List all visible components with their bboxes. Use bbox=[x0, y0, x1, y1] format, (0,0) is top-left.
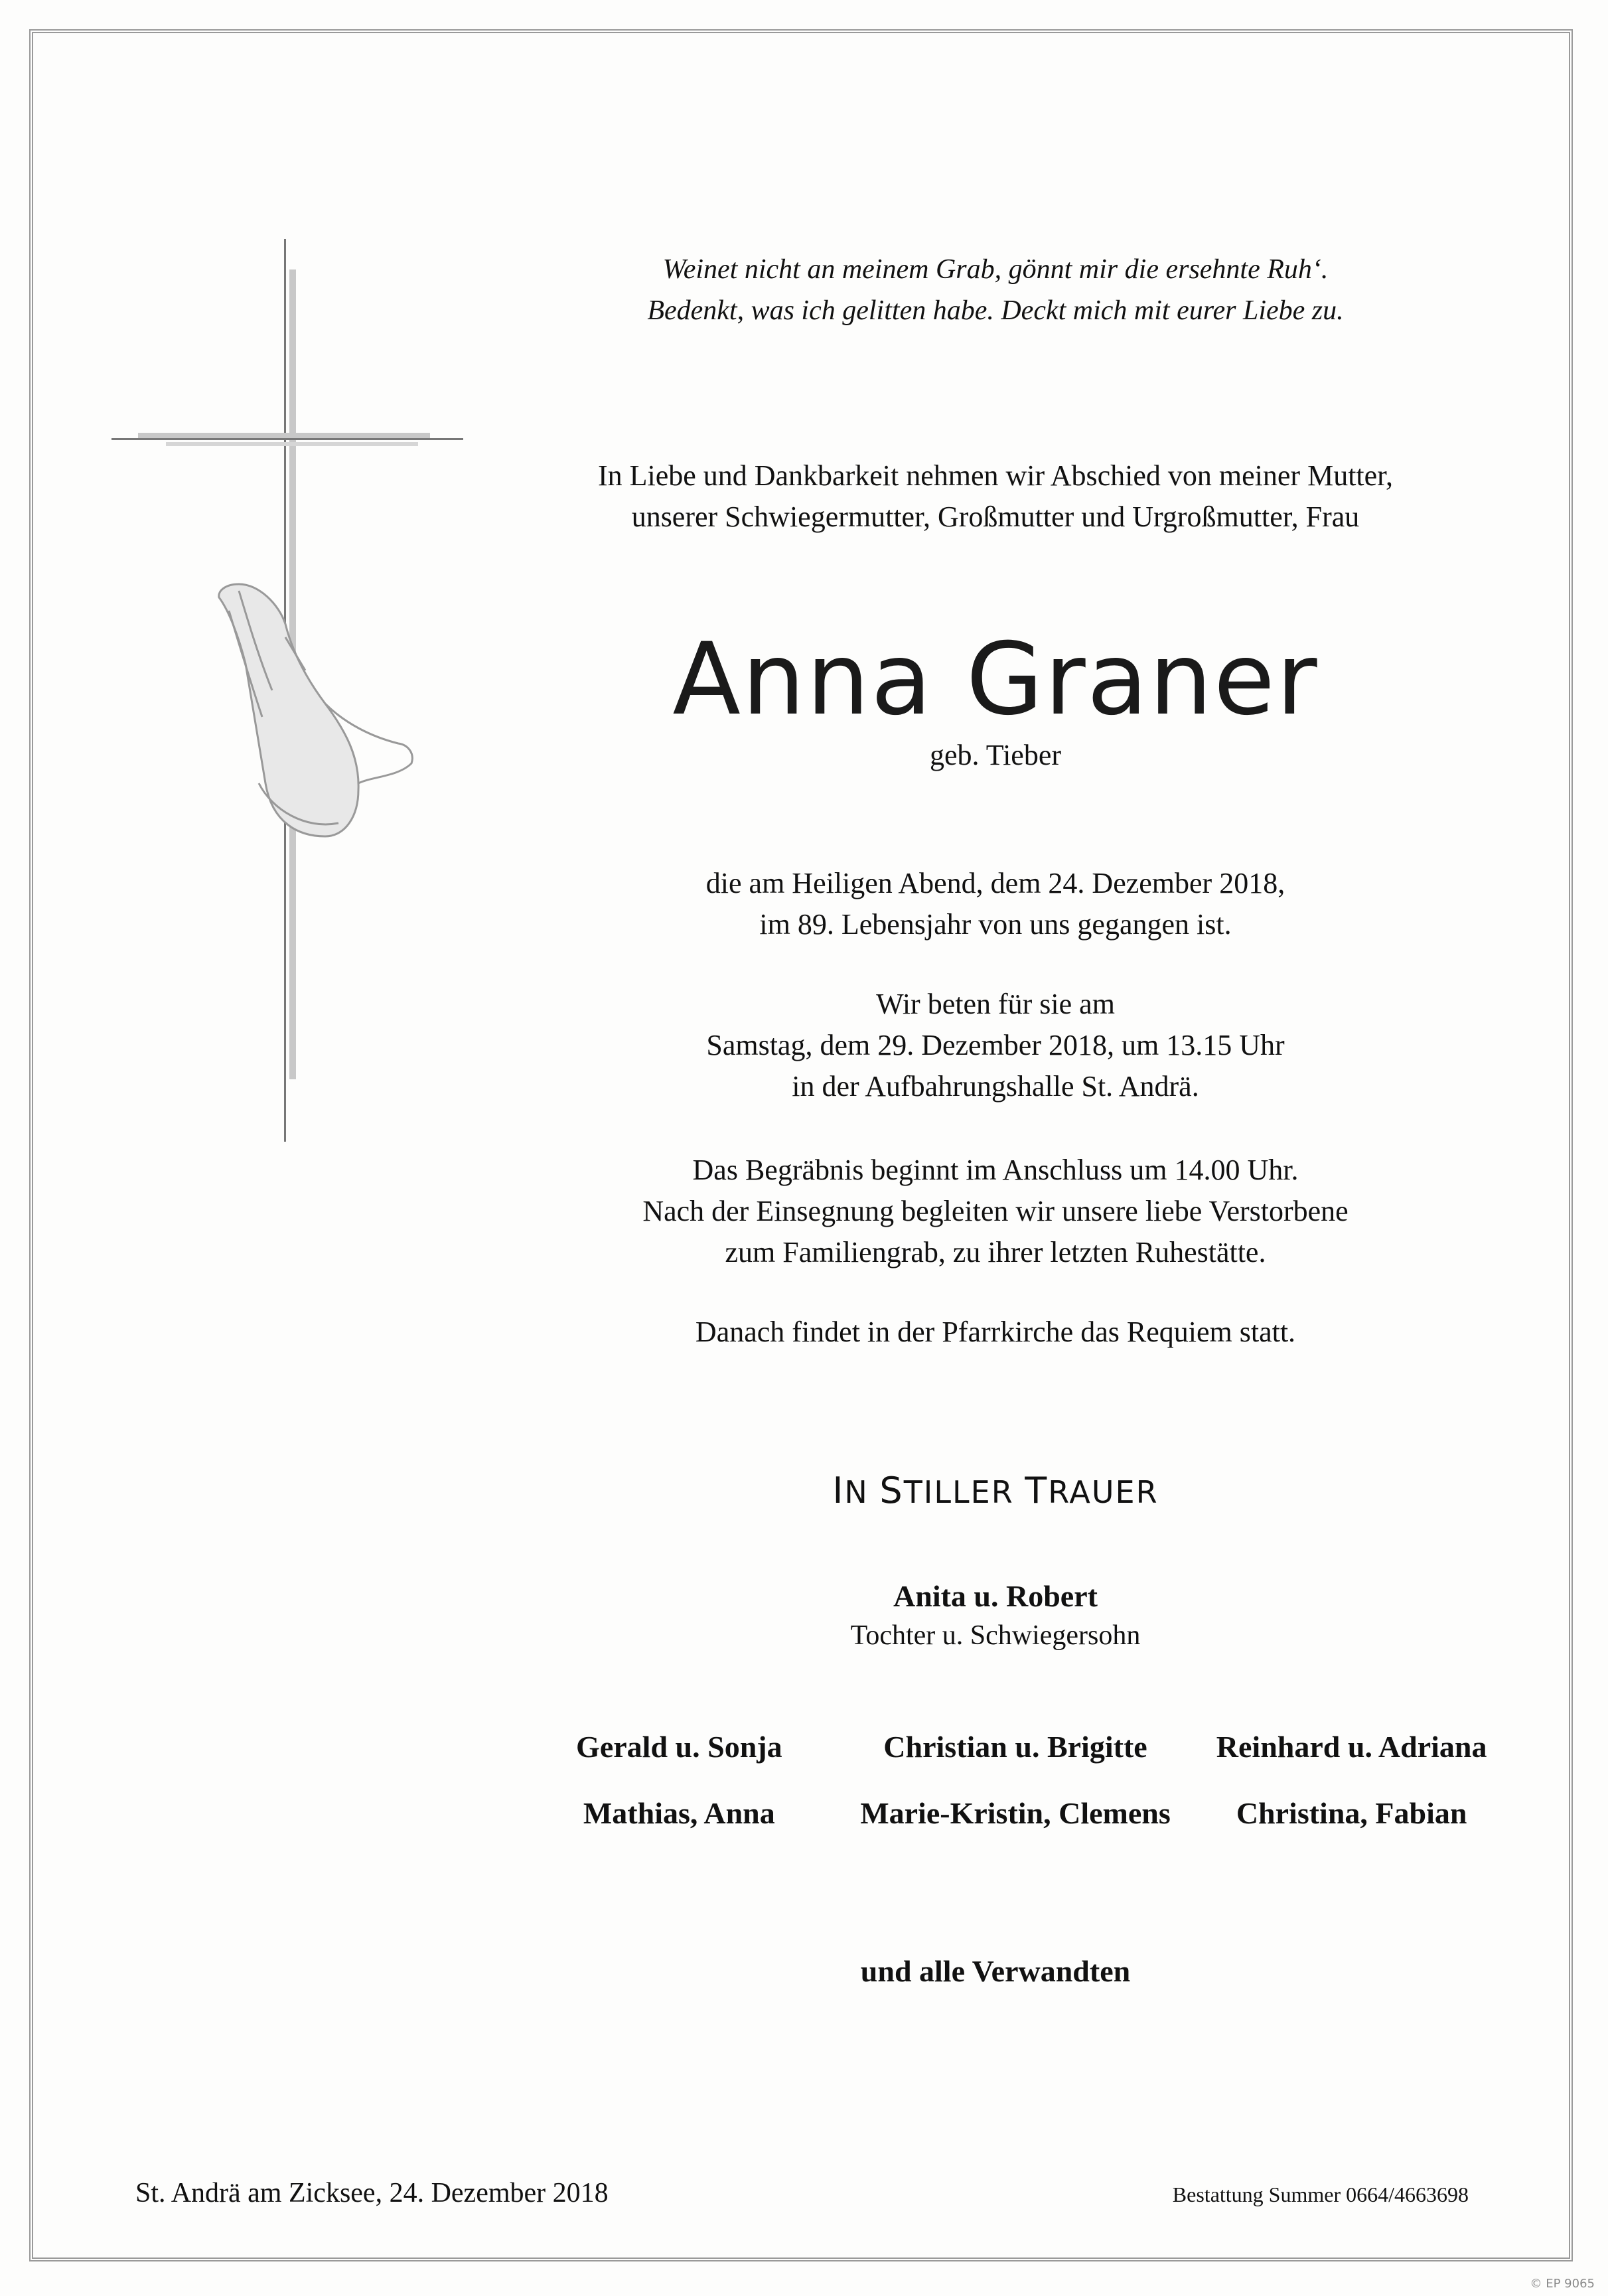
requiem-notice: Danach findet in der Pfarrkirche das Requiem statt. bbox=[695, 1316, 1296, 1348]
mourning-heading bbox=[465, 1470, 1526, 1511]
cross-with-praying-hands-icon bbox=[106, 239, 478, 1142]
maiden-name: geb. Tieber bbox=[930, 739, 1061, 771]
mourning-rest: N bbox=[844, 1474, 869, 1510]
mourning-cap: S bbox=[879, 1470, 904, 1511]
funeral-line: Nach der Einsegnung begleiten wir unsere liebe Verstorbene bbox=[642, 1195, 1349, 1227]
quote-line: Bedenkt, was ich gelitten habe. Deckt mich mit eurer Liebe zu. bbox=[647, 295, 1344, 326]
grandchild-entry: Marie-Kristin, Clemens bbox=[860, 1796, 1171, 1830]
intro-line: In Liebe und Dankbarkeit nehmen wir Abschied von meiner Mutter, bbox=[597, 459, 1394, 492]
grandchild-entry: Reinhard u. Adriana bbox=[1216, 1730, 1487, 1764]
child-block bbox=[465, 1576, 1526, 1654]
mourning-cap: T bbox=[1025, 1470, 1049, 1511]
grandchild-entry: Christina, Fabian bbox=[1236, 1796, 1467, 1830]
grandchildren-grid bbox=[511, 1728, 1520, 1832]
deceased-name: Anna Graner bbox=[672, 622, 1319, 737]
death-line: die am Heiligen Abend, dem 24. Dezember 2018, bbox=[705, 867, 1285, 899]
mourning-rest: RAUER bbox=[1048, 1474, 1159, 1510]
intro-line: unserer Schwiegermutter, Großmutter und Urgroßmutter, Frau bbox=[631, 500, 1360, 533]
prayer-line: Wir beten für sie am bbox=[876, 988, 1115, 1020]
place-date: St. Andrä am Zicksee, 24. Dezember 2018 bbox=[135, 2178, 609, 2208]
funeral-line: Das Begräbnis beginnt im Anschluss um 14.00 Uhr. bbox=[692, 1154, 1299, 1186]
grandchild-entry: Mathias, Anna bbox=[583, 1796, 775, 1830]
mourning-rest: TILLER bbox=[903, 1474, 1014, 1510]
prayer-line: Samstag, dem 29. Dezember 2018, um 13.15 Uhr bbox=[706, 1029, 1285, 1061]
poem-quote bbox=[465, 249, 1526, 331]
quote-line: Weinet nicht an meinem Grab, gönnt mir die ersehnte Ruh‘. bbox=[662, 254, 1329, 285]
death-line: im 89. Lebensjahr von uns gegangen ist. bbox=[759, 908, 1232, 941]
template-code: © EP 9065 bbox=[1530, 2277, 1595, 2291]
undertaker-contact: Bestattung Summer 0664/4663698 bbox=[1172, 2182, 1469, 2206]
prayer-line: in der Aufbahrungshalle St. Andrä. bbox=[792, 1070, 1199, 1103]
relatives-line: und alle Verwandten bbox=[860, 1954, 1131, 1988]
child-names: Anita u. Robert bbox=[893, 1579, 1098, 1613]
mourning-cap: I bbox=[832, 1470, 845, 1511]
farewell-intro bbox=[465, 455, 1526, 538]
death-notice bbox=[465, 863, 1526, 945]
child-relation: Tochter u. Schwiegersohn bbox=[850, 1620, 1141, 1651]
grandchild-entry: Christian u. Brigitte bbox=[883, 1730, 1147, 1764]
prayer-notice bbox=[465, 984, 1526, 1107]
grandchild-entry: Gerald u. Sonja bbox=[576, 1730, 782, 1764]
funeral-line: zum Familiengrab, zu ihrer letzten Ruhestätte. bbox=[725, 1236, 1266, 1268]
funeral-notice bbox=[465, 1150, 1526, 1273]
